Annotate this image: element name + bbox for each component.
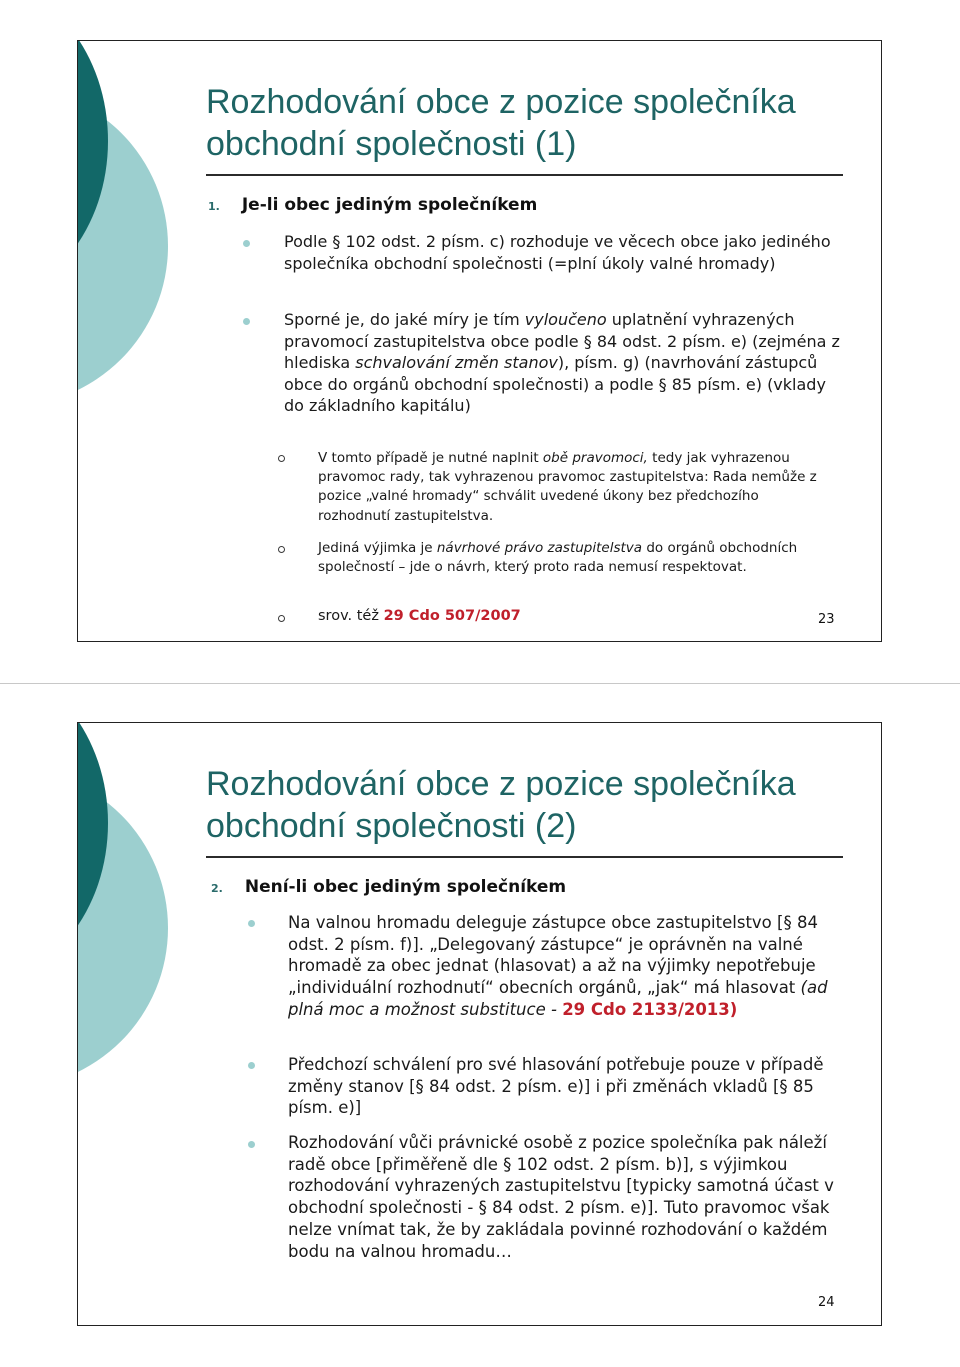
bullet-text-1: Na valnou hromadu deleguje zástupce obce zastupitelstvo [§ 84 odst. 2 písm. f)]. „Delegovaný zástupce“ je oprávněn na valné hromadě za obec jednat (hlasovat) a až na výjimky nepotřebuje „individuální rozhodnutí“ obecních orgánů, „jak“ má hlasovat (ad plná moc a možnost substituce - 29 Cdo 2133/2013) — [288, 913, 828, 1019]
bullet — [248, 1141, 255, 1148]
page-number: 23 — [818, 612, 835, 627]
sub-bullet — [278, 615, 285, 622]
bullet-text-2: Sporné je, do jaké míry je tím vyloučeno uplatnění vyhrazených pravomocí zastupitelstva obce podle § 84 odst. 2 písm. e) (zejména z hlediska schvalování změn stanov), písm. g) (navrhování zástupců obce do orgánů obchodní společnosti) a podle § 85 písm. e) (vklady do základního kapitálu) — [284, 310, 840, 415]
slide-title: Rozhodování obce z pozice společníka obchodní společnosti (2) — [206, 765, 796, 845]
case-citation: 29 Cdo 507/2007 — [383, 608, 521, 624]
bullet — [243, 318, 250, 325]
case-citation: 29 Cdo 2133/2013) — [562, 999, 738, 1019]
bullet-text-3: Rozhodování vůči právnické osobě z pozice společníka pak náleží radě obce [přiměřeně dle § 102 odst. 2 písm. b)], s výjimkou rozhodování vyhrazených zastupitelstvu [typicky samotná účast v obchodní společnosti - § 84 odst. 2 písm. e)]. Tuto pravomoc však nelze vnímat tak, že by zakládala povinné rozhodování o každém bodu na valnou hromadu… — [288, 1133, 834, 1261]
bullet — [243, 240, 250, 247]
bullet-text-1: Podle § 102 odst. 2 písm. c) rozhoduje ve věcech obce jako jediného společníka obchodní společnosti (=plní úkoly valné hromady) — [284, 232, 831, 273]
title-rule — [206, 856, 843, 858]
slide-23 — [77, 40, 882, 642]
bullet-text-2: Předchozí schválení pro své hlasování potřebuje pouze v případě změny stanov [§ 84 odst. 2 písm. e)] i při změnách vkladů [§ 85 písm. e)] — [288, 1055, 824, 1118]
sub-bullet — [278, 546, 285, 553]
bullet — [248, 920, 255, 927]
slide-24 — [77, 722, 882, 1326]
bullet — [248, 1062, 255, 1069]
page-number: 24 — [818, 1295, 835, 1310]
slide-title: Rozhodování obce z pozice společníka obchodní společnosti (1) — [206, 83, 796, 163]
section-heading: 2. Není-li obec jediným společníkem — [211, 877, 567, 897]
title-rule — [206, 174, 843, 176]
sub-bullet — [278, 455, 285, 462]
page-separator — [0, 683, 960, 684]
sub-text-2: Jediná výjimka je návrhové právo zastupitelstva do orgánů obchodních společností – jde o návrh, který proto rada nemusí respektovat. — [318, 540, 798, 576]
sub-text-1: V tomto případě je nutné naplnit obě pravomoci, tedy jak vyhrazenou pravomoc rady, tak vyhrazenou pravomoc zastupitelstva: Rada nemůže z pozice „valné hromady“ schválit uvedené úkony bez předchozího rozhodnutí zastupitelstva. — [318, 450, 817, 524]
section-heading: 1. Je-li obec jediným společníkem — [208, 195, 538, 215]
sub-text-3: srov. též 29 Cdo 507/2007 — [318, 608, 521, 624]
